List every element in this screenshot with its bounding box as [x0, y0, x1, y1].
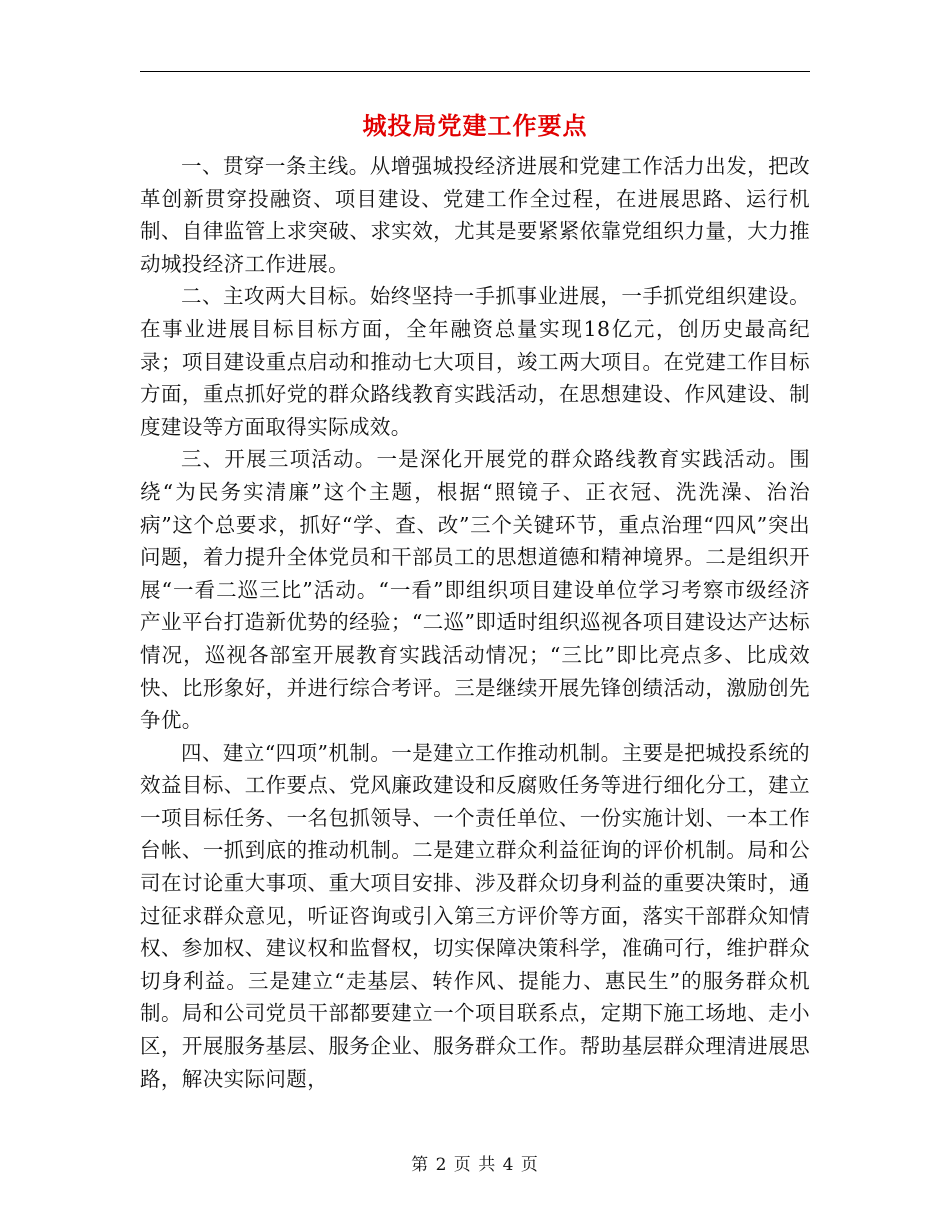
paragraph-4: 四、建立“四项”机制。一是建立工作推动机制。主要是把城投系统的效益目标、工作要点、党风廉政建设和反腐败任务等进行细化分工，建立一项目标任务、一名包抓领导、一个责任单位、一份实施计划、一本工作台帐、一抓到底的推动机制。二是建立群众利益征询的评价机制。局和公司在讨论重大事项、重大项目安排、涉及群众切身利益的重要决策时，通过征求群众意见，听证咨询或引入第三方评价等方面，落实干部群众知情权、参加权、建议权和监督权，切实保障决策科学，准确可行，维护群众切身利益。三是建立“走基层、转作风、提能力、惠民生”的服务群众机制。局和公司党员干部都要建立一个项目联系点，定期下施工场地、走小区，开展服务基层、服务企业、服务群众工作。帮助基层群众理清进展思路，解决实际问题，	[140, 740, 810, 1091]
paragraph-1: 一、贯穿一条主线。从增强城投经济进展和党建工作活力出发，把改革创新贯穿投融资、项目建设、党建工作全过程，在进展思路、运行机制、自律监管上求突破、求实效，尤其是要紧紧依靠党组织力量，大力推动城投经济工作进展。	[140, 154, 810, 276]
page-number: 第 2 页 共 4 页	[411, 1155, 539, 1175]
document-title: 城投局党建工作要点	[362, 111, 588, 140]
header-rule	[140, 71, 810, 72]
paragraph-3: 三、开展三项活动。一是深化开展党的群众路线教育实践活动。围绕“为民务实清廉”这个主题，根据“照镜子、正衣冠、洗洗澡、治治病”这个总要求，抓好“学、查、改”三个关键环节，重点治理“四风”突出问题，着力提升全体党员和干部员工的思想道德和精神境界。二是组织开展“一看二巡三比”活动。“一看”即组织项目建设单位学习考察市级经济产业平台打造新优势的经验；“二巡”即适时组织巡视各项目建设达产达标情况，巡视各部室开展教育实践活动情况；“三比”即比亮点多、比成效快、比形象好，并进行综合考评。三是继续开展先锋创绩活动，激励创先争优。	[140, 447, 810, 733]
document-body	[140, 150, 810, 1095]
paragraph-2: 二、主攻两大目标。始终坚持一手抓事业进展，一手抓党组织建设。在事业进展目标目标方面，全年融资总量实现18亿元，创历史最高纪录；项目建设重点启动和推动七大项目，竣工两大项目。在党建工作目标方面，重点抓好党的群众路线教育实践活动，在思想建设、作风建设、制度建设等方面取得实际成效。	[140, 284, 810, 439]
